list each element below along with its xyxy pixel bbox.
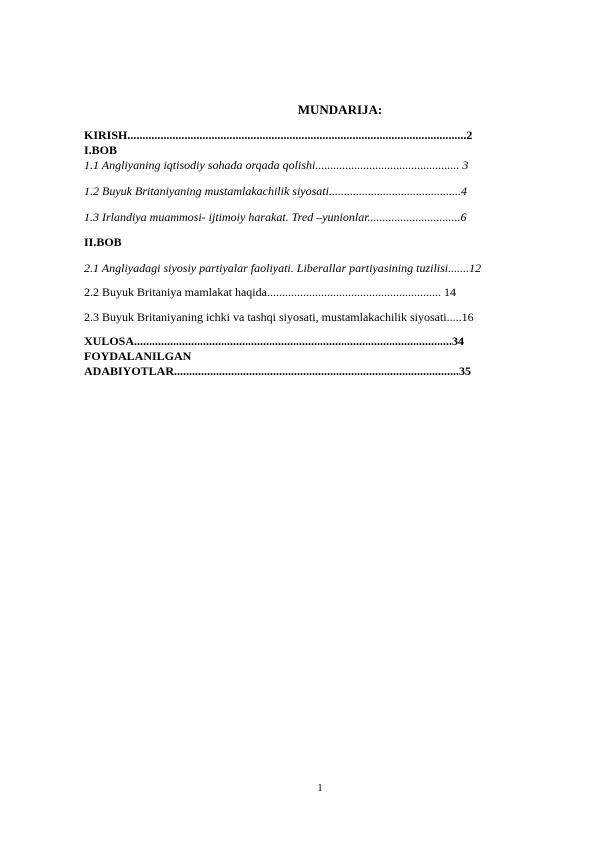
toc-heading-bob-2: II.BOB	[84, 235, 122, 249]
toc-entry-2-2: 2.2 Buyuk Britaniya mamlakat haqida.......................................................... 14	[84, 285, 456, 299]
toc-entry-2-3: 2.3 Buyuk Britaniyaning ichki va tashqi siyosati, mustamlakachilik siyosati.....16	[84, 310, 474, 324]
toc-entry-1-2: 1.2 Buyuk Britaniyaning mustamlakachilik siyosati............................................4	[84, 184, 467, 198]
page-title: MUNDARIJA:	[297, 102, 383, 117]
toc-entry-kirish: KIRISH.................................................................................................................2	[84, 128, 473, 142]
toc-heading-bob-1: I.BOB	[84, 143, 118, 157]
toc-entry-adabiyotlar: ADABIYOTLAR...............................................................................................35	[84, 364, 472, 378]
page-number: 1	[317, 782, 323, 794]
toc-entry-2-1: 2.1 Angliyadagi siyosiy partiyalar faoliyati. Liberallar partiyasining tuzilisi.......12	[84, 261, 482, 275]
toc-entry-xulosa: XULOSA..........................................................................................................34	[84, 334, 465, 348]
toc-entry-foydalanilgan: FOYDALANILGAN	[84, 349, 192, 363]
toc-entry-1-1: 1.1 Angliyaning iqtisodiy sohada orqada qolishi................................................ 3	[84, 158, 469, 172]
toc-entry-1-3: 1.3 Irlandiya muammosi- ijtimoiy harakat. Tred –yunionlar...............................6	[84, 210, 467, 224]
